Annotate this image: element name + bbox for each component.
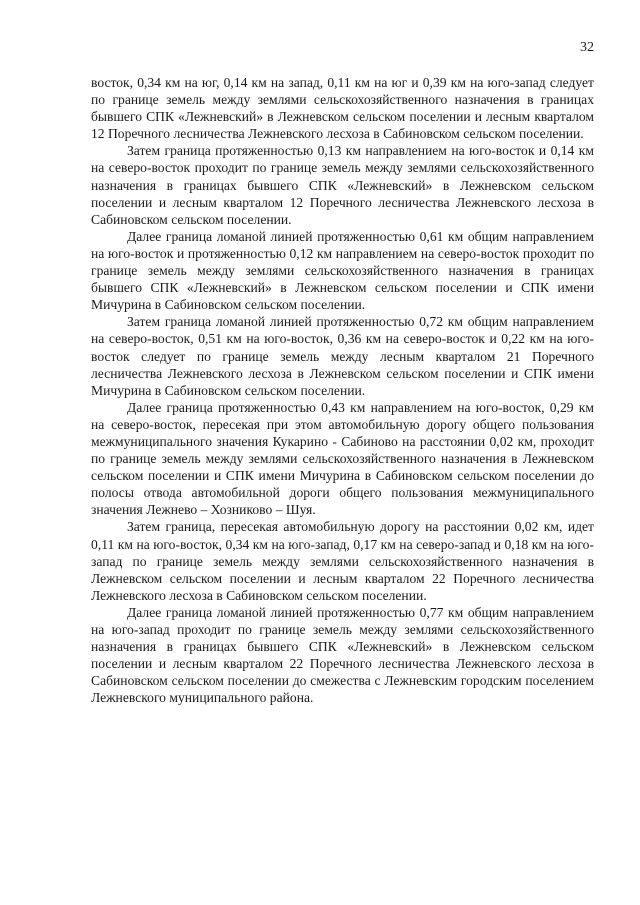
paragraph: Затем граница протяженностью 0,13 км направлением на юго-восток и 0,14 км на северо-восток проходит по границе земель между землями сельскохозяйственного назначения в границах бывшего СПК «Лежневский» в Лежневском сельском поселении и лесным кварталом 12 Поречного лесничества Лежневского лесхоза в Сабиновском сельском поселении.: [91, 143, 594, 227]
paragraph: восток, 0,34 км на юг, 0,14 км на запад, 0,11 км на юг и 0,39 км на юго-запад следует по границе земель между землями сельскохозяйственного назначения в границах бывшего СПК «Лежневский» в Лежневском сельском поселении и лесным кварталом 12 Поречного лесничества Лежневского лесхоза в Сабиновском сельском поселении.: [91, 75, 594, 142]
paragraph: Затем граница, пересекая автомобильную дорогу на расстоянии 0,02 км, идет 0,11 км на юго-восток, 0,34 км на юго-запад, 0,17 км на северо-запад и 0,18 км на юго-запад по границе земель между землями сельскохозяйственного назначения в Лежневском сельском поселении и лесным кварталом 22 Поречного лесничества Лежневского лесхоза в Сабиновском сельском поселении.: [91, 519, 594, 603]
paragraph: Далее граница протяженностью 0,43 км направлением на юго-восток, 0,29 км на северо-восток, пересекая при этом автомобильную дорогу общего пользования межмуниципального значения Кукарино - Сабиново на расстоянии 0,02 км, проходит по границе земель между землями сельскохозяйственного назначения в Лежневском сельском поселении и СПК имени Мичурина в Сабиновском сельском поселении до полосы отвода автомобильной дороги общего пользования межмуниципального значения Лежнево – Хозниково – Шуя.: [91, 399, 594, 518]
page-number: 32: [580, 40, 594, 55]
paragraph: Далее граница ломаной линией протяженностью 0,61 км общим направлением на юго-восток и протяженностью 0,12 км направлением на северо-восток проходит по границе земель между землями сельскохозяйственного назначения в границах бывшего СПК «Лежневский» в Лежневском сельском поселении и СПК имени Мичурина в Сабиновском сельском поселении.: [91, 228, 594, 313]
paragraph: Затем граница ломаной линией протяженностью 0,72 км общим направлением на северо-восток, 0,51 км на юго-восток, 0,36 км на северо-восток и 0,22 км на юго-восток следует по границе земель между лесным кварталом 21 Поречного лесничества Лежневского лесхоза в Лежневском сельском поселении и СПК имени Мичурина в Сабиновском сельском поселении.: [91, 314, 594, 398]
document-body: [91, 74, 594, 706]
paragraph: Далее граница ломаной линией протяженностью 0,77 км общим направлением на юго-запад проходит по границе земель между землями сельскохозяйственного назначения в границах бывшего СПК «Лежневский» в Лежневском сельском поселении и лесным кварталом 22 Поречного лесничества Лежневского лесхоза в Сабиновском сельском поселении до смежества с Лежневским городским поселением Лежневского муниципального района.: [91, 604, 594, 706]
